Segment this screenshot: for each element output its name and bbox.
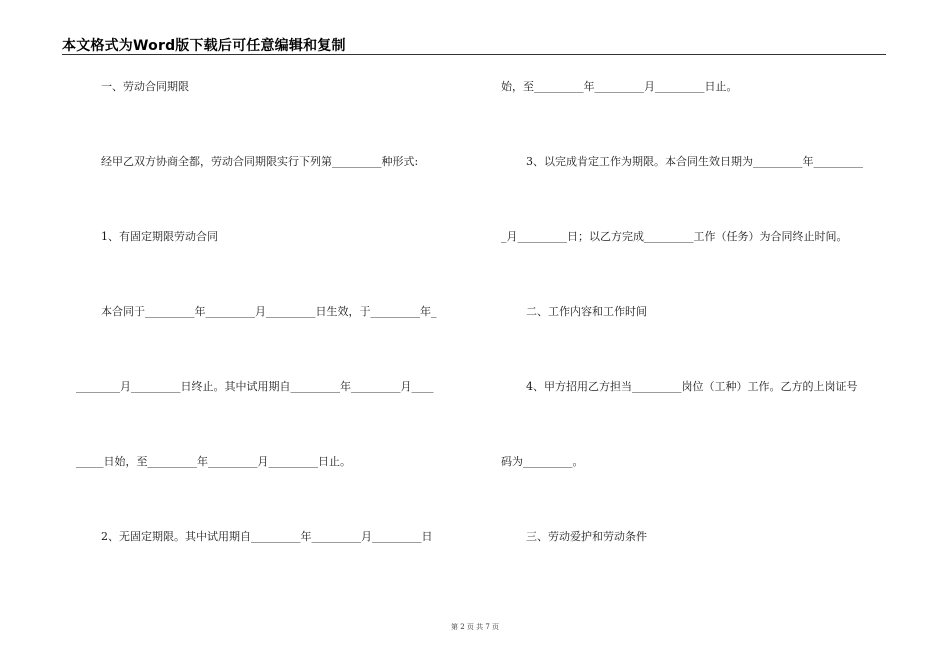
- left-line-termination-date: ________月_________日终止。其中试用期自_________年_________月____: [76, 380, 434, 393]
- left-line-section-heading-1: 一、劳动合同期限: [101, 80, 189, 93]
- right-line-section-heading-3: 三、劳动爱护和劳动条件: [526, 530, 647, 543]
- right-line-section-heading-2: 二、工作内容和工作时间: [526, 305, 647, 318]
- page-header: [62, 33, 886, 55]
- right-line-task-termination: _月_________日；以乙方完成_________工作（任务）为合同终止时间。: [501, 230, 848, 243]
- left-line-term-form: 经甲乙双方协商全都，劳动合同期限实行下列第_________种形式:: [101, 155, 419, 168]
- left-line-effective-date: 本合同于_________年_________月_________日生效，于_________年_: [101, 305, 437, 318]
- right-line-probation-continue: 始，至_________年_________月_________日止。: [501, 80, 738, 93]
- left-line-item-1: 1、有固定期限劳动合同: [101, 230, 218, 243]
- right-line-item-4: 4、甲方招用乙方担当_________岗位（工种）工作。乙方的上岗证号: [526, 380, 858, 393]
- left-line-probation-end: _____日始，至_________年_________月_________日止。: [76, 455, 351, 468]
- header-title: 本文格式为Word版下载后可任意编辑和复制: [62, 38, 346, 54]
- page-footer: 第 2 页 共 7 页: [450, 623, 500, 631]
- right-line-item-3: 3、以完成肯定工作为期限。本合同生效日期为_________年_________: [526, 155, 863, 168]
- left-line-item-2: 2、无固定期限。其中试用期自_________年_________月_________日: [101, 530, 433, 543]
- right-line-certificate-number: 码为_________。: [501, 455, 584, 468]
